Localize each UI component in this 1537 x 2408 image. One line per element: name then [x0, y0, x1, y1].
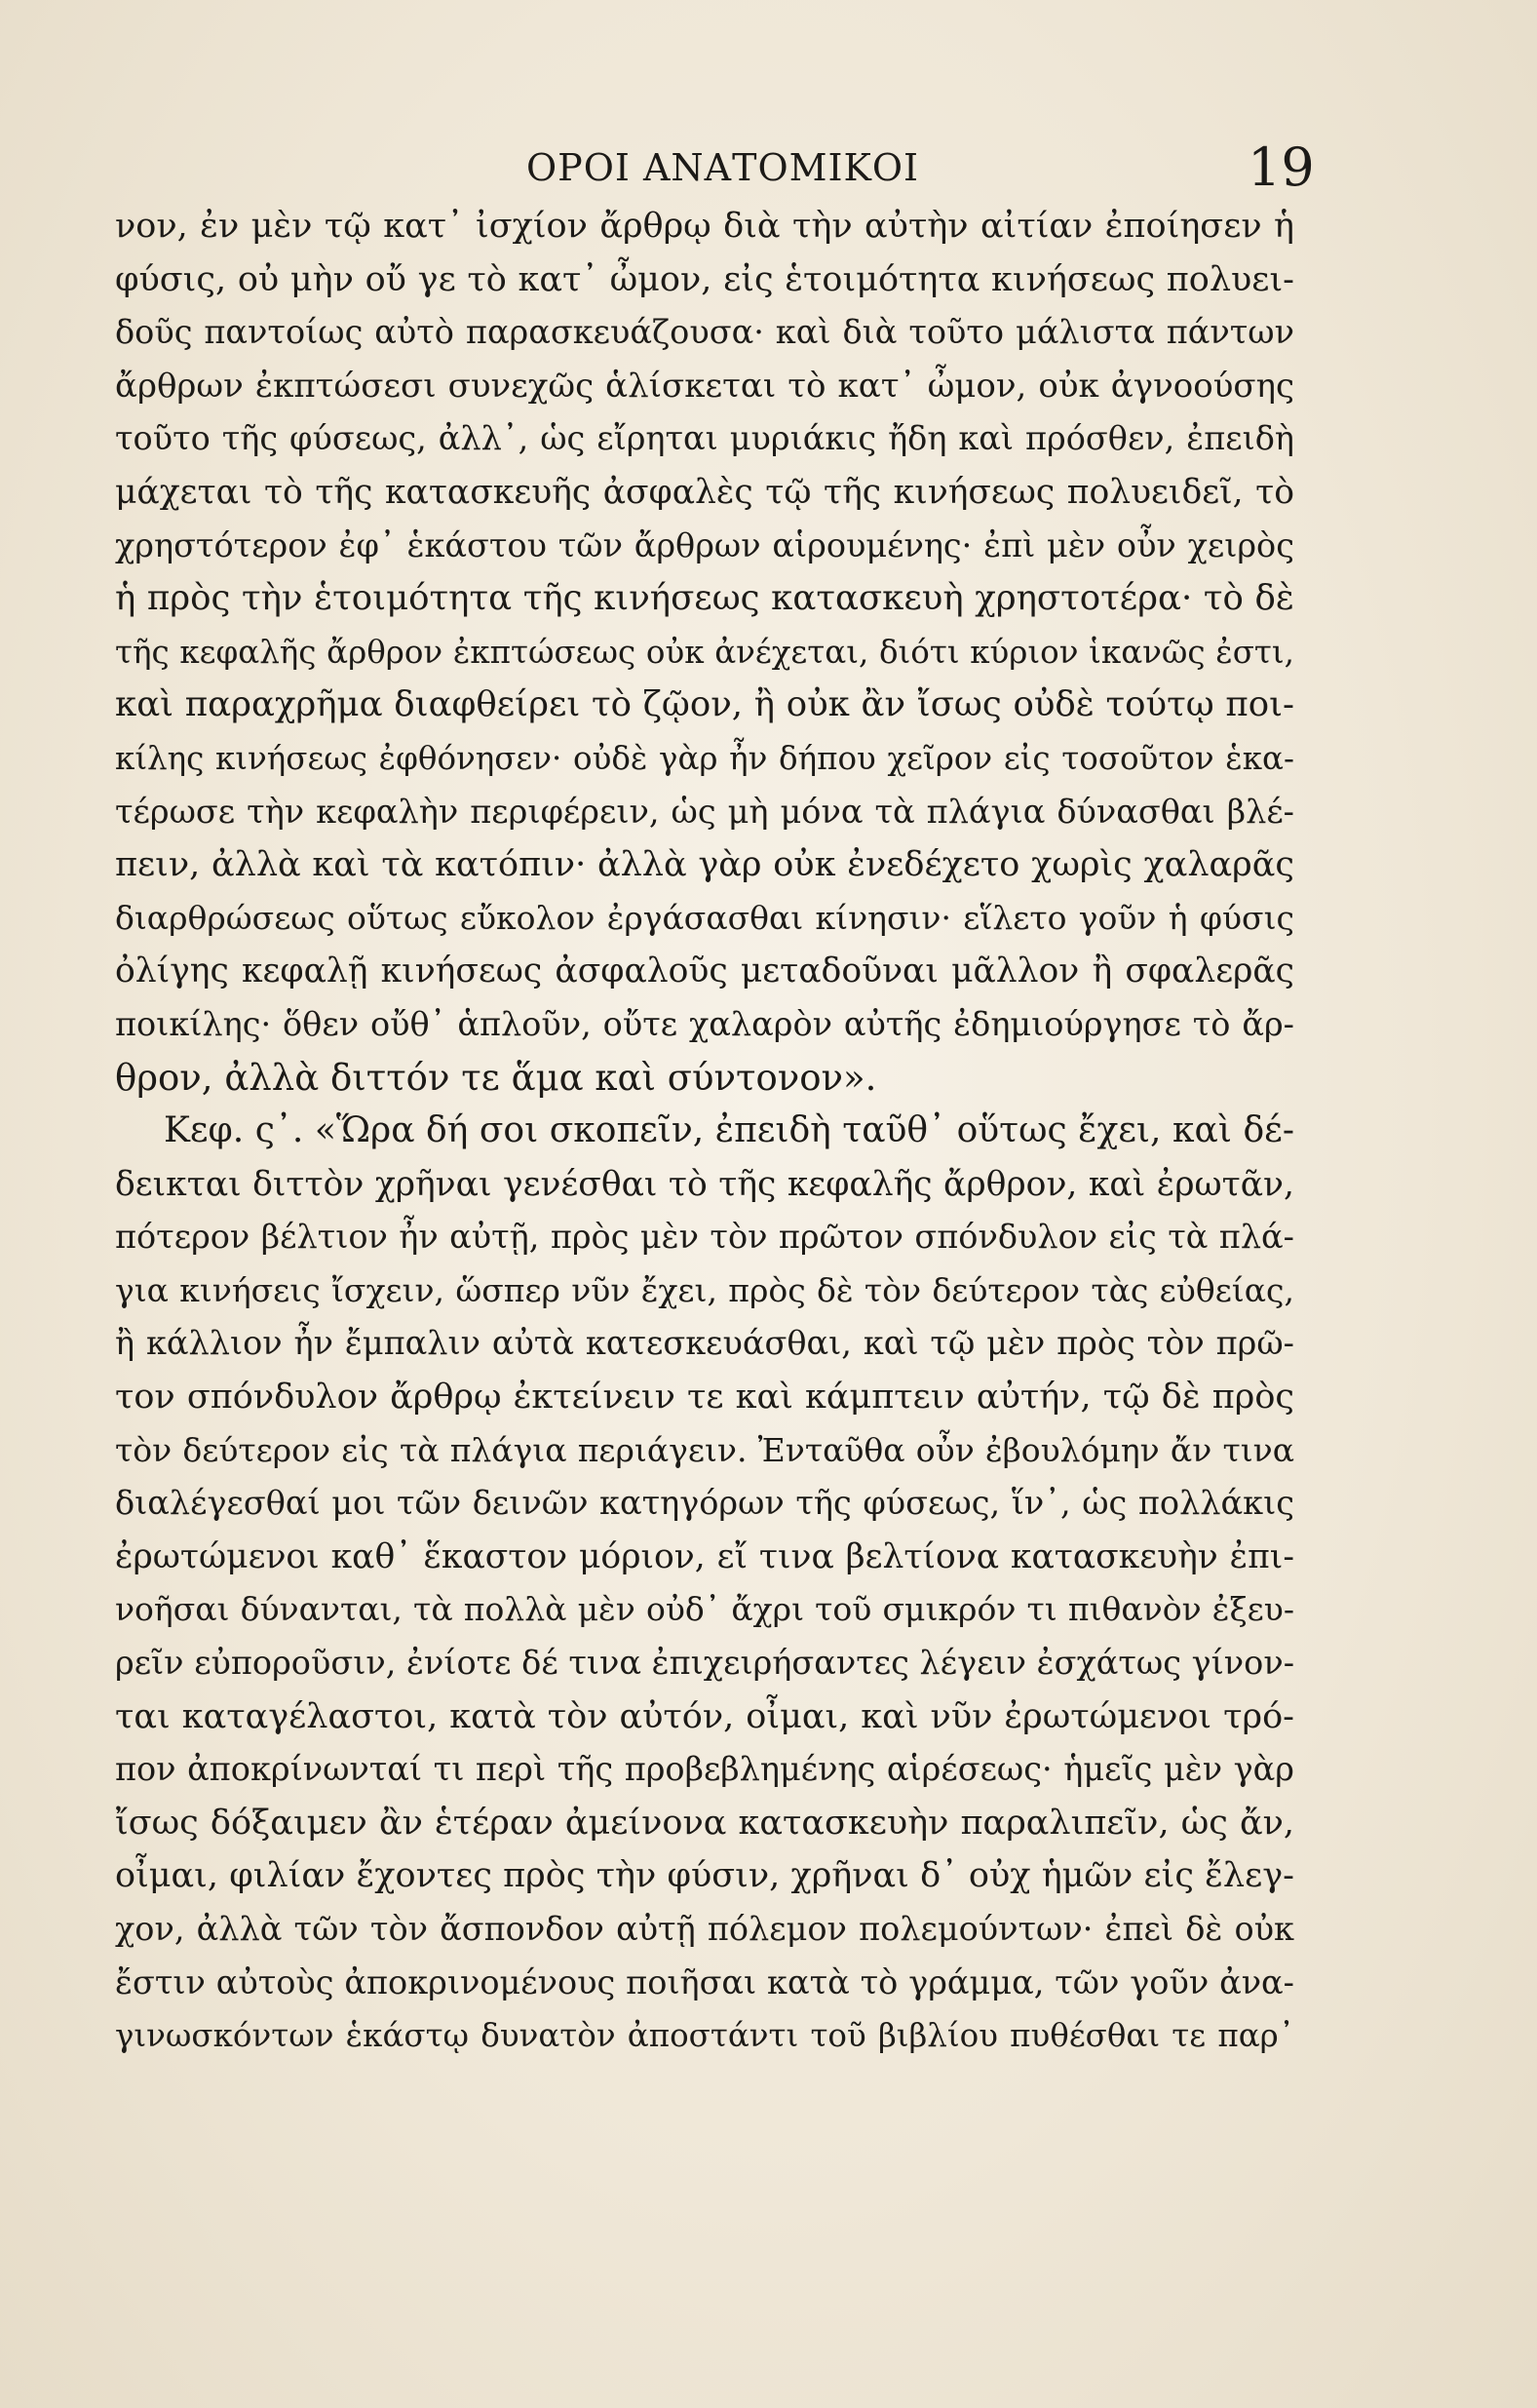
page-number: 19	[1248, 136, 1315, 198]
text-line: τέρωσε τὴν κεφαλὴν περιφέρειν, ὡς μὴ μόνα τὰ πλάγια δύνασθαι βλέ-	[115, 792, 1294, 831]
text-line: ἐρωτώμενοι καθ᾽ ἕκαστον μόριον, εἴ τινα βελτίονα κατασκευὴν ἐπι-	[115, 1536, 1294, 1576]
text-line: φύσις, οὐ μὴν οὔ γε τὸ κατ᾽ ὦμον, εἰς ἑτοιμότητα κινήσεως πολυει-	[115, 259, 1294, 299]
text-line: κίλης κινήσεως ἐφθόνησεν· οὐδὲ γὰρ ἦν δήπου χεῖρον εἰς τοσοῦτον ἑκα-	[115, 739, 1294, 777]
text-line: οἶμαι, φιλίαν ἔχοντες πρὸς τὴν φύσιν, χρῆναι δ᾽ οὐχ ἡμῶν εἰς ἔλεγ-	[115, 1856, 1294, 1896]
text-line: νοῆσαι δύνανται, τὰ πολλὰ μὲν οὐδ᾽ ἄχρι τοῦ σμικρόν τι πιθανὸν ἐξευ-	[115, 1590, 1294, 1629]
text-line: γινωσκόντων ἑκάστῳ δυνατὸν ἀποστάντι τοῦ βιβλίου πυθέσθαι τε παρ᾽	[115, 2017, 1294, 2055]
text-line: τὸν δεύτερον εἰς τὰ πλάγια περιάγειν. Ἐνταῦθα οὖν ἐβουλόμην ἄν τινα	[115, 1430, 1294, 1469]
text-line: τοῦτο τῆς φύσεως, ἀλλ᾽, ὡς εἴρηται μυριάκις ἤδη καὶ πρόσθεν, ἐπειδὴ	[115, 419, 1294, 458]
text-line: ἔστιν αὐτοὺς ἀποκρινομένους ποιῆσαι κατὰ τὸ γράμμα, τῶν γοῦν ἀνα-	[115, 1962, 1294, 2001]
text-line: τῆς κεφαλῆς ἄρθρον ἐκπτώσεως οὐκ ἀνέχεται, διότι κύριον ἱκανῶς ἐστι,	[115, 633, 1294, 671]
text-line: θρον, ἀλλὰ διττόν τε ἅμα καὶ σύντονον».	[115, 1056, 877, 1099]
text-line: ἡ πρὸς τὴν ἑτοιμότητα τῆς κινήσεως κατασκευὴ χρηστοτέρα· τὸ δὲ	[115, 578, 1294, 619]
text-line: για κινήσεις ἴσχειν, ὥσπερ νῦν ἔχει, πρὸς δὲ τὸν δεύτερον τὰς εὐθείας,	[115, 1270, 1294, 1309]
text-line: μάχεται τὸ τῆς κατασκευῆς ἀσφαλὲς τῷ τῆς κινήσεως πολυειδεῖ, τὸ	[115, 472, 1294, 512]
text-line: διαρθρώσεως οὕτως εὔκολον ἐργάσασθαι κίνησιν· εἵλετο γοῦν ἡ φύσις	[115, 898, 1294, 937]
text-line: πον ἀποκρίνωνταί τι περὶ τῆς προβεβλημένης αἱρέσεως· ἡμεῖς μὲν γὰρ	[115, 1750, 1294, 1789]
text-line: πειν, ἀλλὰ καὶ τὰ κατόπιν· ἀλλὰ γὰρ οὐκ ἐνεδέχετο χωρὶς χαλαρᾶς	[115, 845, 1294, 885]
text-line: διαλέγεσθαί μοι τῶν δεινῶν κατηγόρων τῆς φύσεως, ἵν᾽, ὡς πολλάκις	[115, 1484, 1294, 1523]
text-line: χρηστότερον ἐφ᾽ ἑκάστου τῶν ἄρθρων αἱρουμένης· ἐπὶ μὲν οὖν χειρὸς	[115, 525, 1294, 564]
text-line: δεικται διττὸν χρῆναι γενέσθαι τὸ τῆς κεφαλῆς ἄρθρον, καὶ ἐρωτᾶν,	[115, 1164, 1294, 1204]
chapter-heading-line: Κεφ. ς᾽. «Ὥρα δή σοι σκοπεῖν, ἐπειδὴ ταῦθ᾽ οὕτως ἔχει, καὶ δέ-	[164, 1110, 1294, 1151]
text-line: ται καταγέλαστοι, κατὰ τὸν αὐτόν, οἶμαι, καὶ νῦν ἐρωτώμενοι τρό-	[115, 1696, 1294, 1736]
text-line: καὶ παραχρῆμα διαφθείρει τὸ ζῷον, ἢ οὐκ ἂν ἴσως οὐδὲ τούτῳ ποι-	[115, 684, 1294, 725]
text-line: πότερον βέλτιον ἦν αὐτῇ, πρὸς μὲν τὸν πρῶτον σπόνδυλον εἰς τὰ πλά-	[115, 1218, 1294, 1257]
text-line: χον, ἀλλὰ τῶν τὸν ἄσπονδον αὐτῇ πόλεμον πολεμούντων· ἐπεὶ δὲ οὐκ	[115, 1910, 1294, 1948]
running-title: ΟΡΟΙ ΑΝΑΤΟΜΙΚΟΙ	[526, 146, 920, 189]
text-line: ὀλίγης κεφαλῇ κινήσεως ἀσφαλοῦς μεταδοῦναι μᾶλλον ἢ σφαλερᾶς	[115, 952, 1294, 991]
text-line: ἢ κάλλιον ἦν ἔμπαλιν αὐτὰ κατεσκευάσθαι, καὶ τῷ μὲν πρὸς τὸν πρῶ-	[115, 1324, 1294, 1363]
text-line: νον, ἐν μὲν τῷ κατ᾽ ἰσχίον ἄρθρῳ διὰ τὴν αὐτὴν αἰτίαν ἐποίησεν ἡ	[115, 207, 1294, 246]
text-line: δοῦς παντοίως αὐτὸ παρασκευάζουσα· καὶ διὰ τοῦτο μάλιστα πάντων	[115, 313, 1294, 352]
text-line: τον σπόνδυλον ἄρθρῳ ἐκτείνειν τε καὶ κάμπτειν αὐτήν, τῷ δὲ πρὸς	[115, 1378, 1294, 1418]
text-line: ἴσως δόξαιμεν ἂν ἑτέραν ἀμείνονα κατασκευὴν παραλιπεῖν, ὡς ἄν,	[115, 1803, 1294, 1843]
text-line: ρεῖν εὐποροῦσιν, ἐνίοτε δέ τινα ἐπιχειρήσαντες λέγειν ἐσχάτως γίνον-	[115, 1644, 1295, 1683]
body-text	[115, 200, 1294, 2063]
text-line: ποικίλης· ὅθεν οὔθ᾽ ἁπλοῦν, οὔτε χαλαρὸν αὐτῆς ἐδημιούργησε τὸ ἄρ-	[115, 1004, 1294, 1043]
page-header	[0, 136, 1537, 198]
text-line: ἄρθρων ἐκπτώσεσι συνεχῶς ἁλίσκεται τὸ κατ᾽ ὦμον, οὐκ ἀγνοούσης	[115, 366, 1294, 406]
